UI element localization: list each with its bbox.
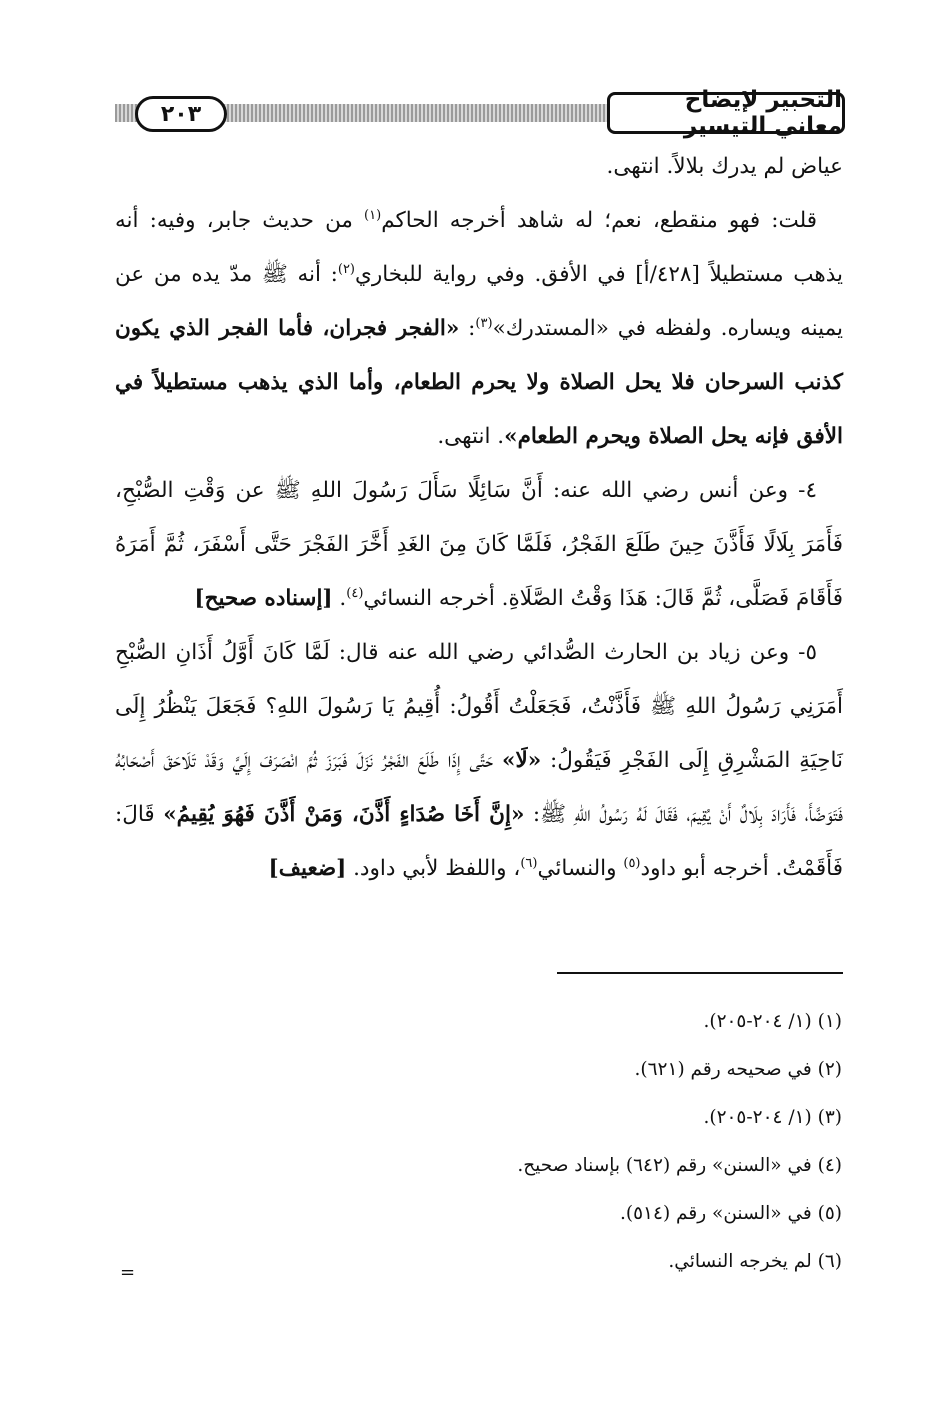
hadith-5: ٥- وعن زياد بن الحارث الصُّدائي رضي الله عنه قال: لَمَّا كَانَ أَوَّلُ أَذَانِ الصُّبْحِ أَمَرَنِي رَسُولُ اللهِ ﷺ فَأَذَّنْتُ، فَجَعَلْتُ أَقُولُ: أُقِيمُ يَا رَسُولَ اللهِ؟ فَجَعَلَ يَنْظُرُ إِلَى نَاحِيَةِ المَشْرِقِ إِلَى الفَجْرِ فَيَقُولُ: «لَا» حَتَّى إِذَا طَلَعَ الفَجْرُ نَزَلَ فَبَرَزَ ثُمَّ انْصَرَفَ إِلَيَّ وَقَدْ تَلَاحَقَ أَصْحَابُهُ فَتَوَضَّأَ، فَأَرَادَ بِلَالٌ أَنْ يُقِيمَ، فَقَالَ لَهُ رَسُولُ اللهِ ﷺ: «إِنَّ أَخَا صُدَاءٍ أَذَّنَ، وَمَنْ أَذَّنَ فَهُوَ يُقِيمُ» قَالَ: فَأَقَمْتُ. أخرجه أبو داود$^{(٥)}$ والنسائي$^{(٦)}$، واللفظ لأبي داود. [ضعيف] (115, 640, 844, 881)
footnote-5: (٥) في «السنن» رقم (٥١٤). (620, 1203, 842, 1224)
hadith-quote-2: «إِنَّ أَخَا صُدَاءٍ أَذَّنَ، وَمَنْ أَذَّنَ فَهُوَ يُقِيمُ» (163, 802, 525, 827)
footnote-ref-2[interactable]: (٢) (337, 261, 355, 277)
continuation-mark: = (120, 1262, 136, 1283)
footnote-2: (٢) في صحيحه رقم (٦٢١). (634, 1059, 842, 1080)
footnote-ref-4[interactable]: (٤) (346, 585, 364, 601)
footnote-ref-6[interactable]: (٦) (520, 855, 538, 871)
hadith-quote: «الفجر فجران، فأما الفجر الذي يكون كذنب السرحان فلا يحل الصلاة ولا يحرم الطعام، وأما الذي يذهب مستطيلاً في الأفق فإنه يحل الصلاة ويحرم الطعام» (115, 316, 843, 449)
main-text (115, 140, 843, 896)
footnotes (300, 998, 842, 1286)
footnote-separator (557, 972, 843, 974)
page-header (115, 87, 845, 139)
grade-label-2: [ضعيف] (268, 856, 347, 881)
footnote-6: (٦) لم يخرجه النسائي. (668, 1251, 842, 1272)
book-title: التحبير لإيضاح معاني التيسير (607, 92, 845, 134)
hadith-4: ٤- وعن أنس رضي الله عنه: أَنَّ سَائِلًا سَأَلَ رَسُولَ اللهِ ﷺ عن وَقْتِ الصُّبْحِ، فَأَمَرَ بِلَالًا فَأَذَّنَ حِينَ طَلَعَ الفَجْرُ، فَلَمَّا كَانَ مِنَ الغَدِ أَخَّرَ الفَجْرَ حَتَّى أَسْفَرَ، ثُمَّ أَمَرَهُ فَأَقَامَ فَصَلَّى، ثُمَّ قَالَ: هَذَا وَقْتُ الصَّلَاةِ. أخرجه النسائي$^{(٤)}$. [إسناده صحيح] (115, 478, 843, 611)
footnote-4: (٤) في «السنن» رقم (٦٤٢) بإسناد صحيح. (517, 1155, 842, 1176)
grade-label: [إسناده صحيح] (194, 586, 333, 611)
continuation-line: عياض لم يدرك بلالاً. انتهى. (606, 154, 843, 179)
footnote-ref-1[interactable]: (١) (364, 207, 382, 223)
footnote-ref-5[interactable]: (٥) (623, 855, 641, 871)
page-number: ٢٠٣ (135, 96, 227, 132)
footnote-3: (٣) (١/ ٢٠٤-٢٠٥). (703, 1107, 842, 1128)
paragraph-commentary: قلت: فهو منقطع، نعم؛ له شاهد أخرجه الحاكم$^{(١)}$ من حديث جابر، وفيه: أنه يذهب مستطيلاً [٤٢٨/أ] في الأفق. وفي رواية للبخاري$^{(٢)}$: أنه ﷺ مدّ يده من عن يمينه ويساره. ولفظه في «المستدرك»$^{(٣)}$: «الفجر فجران، فأما الفجر الذي يكون كذنب السرحان فلا يحل الصلاة ولا يحرم الطعام، وأما الذي يذهب مستطيلاً في الأفق فإنه يحل الصلاة ويحرم الطعام». انتهى. (115, 207, 844, 449)
footnote-1: (١) (١/ ٢٠٤-٢٠٥). (703, 1011, 842, 1032)
footnote-ref-3[interactable]: (٣) (475, 315, 493, 331)
